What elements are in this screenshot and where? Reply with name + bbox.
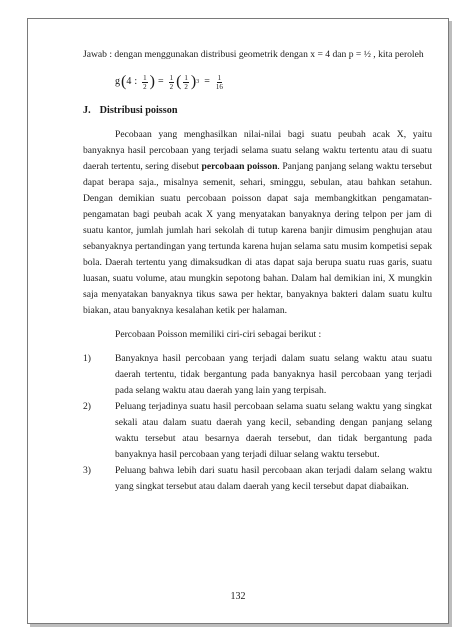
list-item-text: Peluang terjadinya suatu hasil percobaan selama suatu selang waktu yang singkat sekali atau dalam suatu daerah yang kecil, sebanding dengan panjang selang waktu tersebut atau besarnya daerah tersebut, dan tidak bergantung pada banyaknya hasil percobaan yang terjadi diluar selang waktu tersebut. [115, 401, 432, 460]
paragraph-text-2: . Panjang panjang selang waktu tersebut dapat berapa saja., misalnya semenit, sehari, sminggu, sebulan, atau bahkan setahun. Dengan demikian suatu percobaan poisson dapat saja membangkitkan pengamatan-pengamatan bagi peubah acak X yang menyatakan banyaknya dering telpon per jam di suatu kantor, jumlah jumlah hari sekolah di tutup karena banjir dimusim penghujan atau sebanyaknya pertandingan yang tertunda karena hujan selama satu musim kompetisi sepak bola. Daerah tertentu yang dimaksudkan di atas dapat saja berupa suatu ruas garis, suatu luasan, suatu volume, atau mungkin sepotong bahan. Dalam hal demikian ini, X mungkin saja menyatakan banyaknya tikus sawa per hektar, banyaknya bakteri dalam suatu kultu biakan, atau banyaknya kesalahan ketik per halaman. [83, 161, 433, 316]
list-marker: 3) [83, 465, 91, 476]
document-page [27, 18, 449, 624]
formula-open-paren: ( [121, 73, 127, 90]
bold-term: percobaan poisson [201, 161, 278, 172]
page-number: 132 [230, 591, 246, 602]
formula-equals-1: = [157, 76, 164, 87]
formula-equals-2: = [204, 76, 210, 87]
list-item [83, 463, 432, 495]
list-marker: 1) [83, 353, 91, 364]
formula-colon: : [134, 76, 138, 87]
list-item-text: Banyaknya hasil percobaan yang terjadi dalam suatu selang waktu atau suatu daerah tertentu, tidak bergantung pada banyaknya hasil percobaan yang terjadi pada selang waktu atau daerah yang lain yang terpisah. [115, 353, 432, 396]
section-title: Distribusi poisson [99, 105, 178, 116]
geometric-formula [115, 69, 432, 95]
formula-open-paren-2: ( [176, 73, 182, 90]
formula-function: g [115, 76, 120, 87]
formula-term-2: $\frac{1}{2}$ [184, 73, 188, 91]
body-paragraph [83, 127, 432, 319]
formula-term-1: $\frac{1}{2}$ [169, 73, 174, 91]
section-heading [83, 103, 432, 119]
list-item-text: Peluang bahwa lebih dari suatu hasil percobaan akan terjadi dalam selang waktu yang singkat tersebut atau dalam daerah yang kecil tersebut dapat diabaikan. [115, 465, 432, 492]
list-marker: 2) [83, 401, 91, 412]
formula-close-paren-2: ) [190, 73, 197, 90]
list-item [83, 399, 432, 463]
section-number: J. [83, 105, 91, 116]
characteristics-intro: Percobaan Poisson memiliki ciri-ciri sebagai berikut : [115, 329, 322, 340]
formula-p: $\frac{1}{2}$ [143, 73, 147, 91]
characteristics-list [83, 351, 432, 495]
formula-close-paren: ) [149, 73, 155, 90]
page-content [83, 47, 432, 495]
formula-x: 4 [126, 76, 132, 87]
list-item [83, 351, 432, 399]
formula-result: $\frac{1}{16}$ [215, 73, 223, 91]
answer-text: Jawab : dengan menggunakan distribusi geometrik dengan x = 4 dan p = ½ , kita peroleh [83, 49, 424, 60]
paragraph-text-1: Pecobaan yang menghasilkan nilai-nilai bagi suatu peubah acak X, yaitu banyaknya hasil percobaan yang terjadi selama suatu selang waktu tertentu atau di suatu daerah tertentu, sering disebut [83, 129, 432, 172]
formula-exponent: 3 [196, 79, 200, 85]
